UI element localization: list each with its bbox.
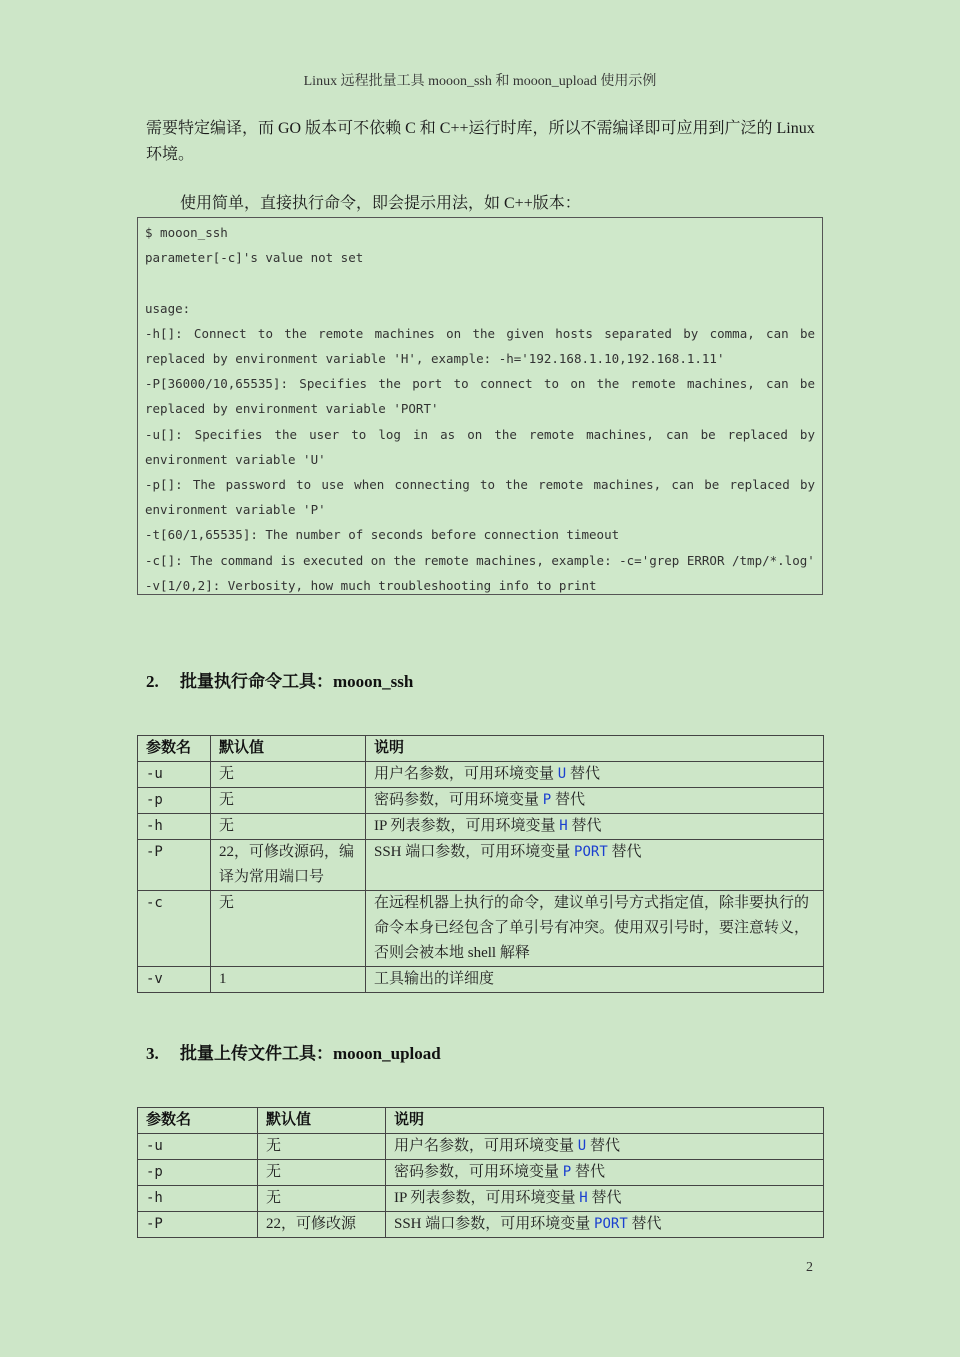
desc-text: 密码参数，可用环境变量 xyxy=(374,792,543,808)
code-line: -p[]: The password to use when connecting to the remote machines, can be replaced by environment variable 'P' xyxy=(145,476,815,518)
param-cell: -c xyxy=(138,891,211,967)
default-cell: 无 xyxy=(258,1134,386,1160)
section-title: 批量执行命令工具：mooon_ssh xyxy=(180,672,414,691)
table-header-row xyxy=(138,736,824,762)
desc-cell xyxy=(386,1160,824,1186)
desc-cell xyxy=(366,788,824,814)
table-row xyxy=(138,840,824,891)
header-desc: 说明 xyxy=(366,736,824,762)
desc-text: SSH 端口参数，可用环境变量 xyxy=(374,844,575,860)
default-cell: 无 xyxy=(211,762,366,788)
table-row xyxy=(138,1212,824,1238)
default-cell: 22，可修改源 xyxy=(258,1212,386,1238)
table-row xyxy=(138,967,824,993)
desc-text: 替代 xyxy=(627,1216,662,1232)
desc-text: IP 列表参数，可用环境变量 xyxy=(374,818,560,834)
code-line: $ mooon_ssh xyxy=(145,225,228,240)
param-cell: -h xyxy=(138,1186,258,1212)
desc-cell xyxy=(366,762,824,788)
desc-cell xyxy=(386,1134,824,1160)
section-number: 3. xyxy=(146,1044,159,1063)
env-var: H xyxy=(559,818,568,834)
desc-cell xyxy=(366,814,824,840)
param-cell: -u xyxy=(138,1134,258,1160)
code-block xyxy=(137,217,823,595)
desc-text: 替代 xyxy=(551,792,585,808)
default-cell: 22，可修改源码，编译为常用端口号 xyxy=(211,840,366,891)
section-2-heading xyxy=(146,667,413,692)
default-cell: 无 xyxy=(211,788,366,814)
desc-text: 替代 xyxy=(587,1190,622,1206)
code-line: -v[1/0,2]: Verbosity, how much troubleshooting info to print xyxy=(145,577,597,593)
env-var: H xyxy=(579,1190,588,1206)
default-cell: 无 xyxy=(258,1186,386,1212)
desc-text: 用户名参数，可用环境变量 xyxy=(394,1138,578,1154)
env-var: U xyxy=(577,1138,587,1154)
desc-text: 替代 xyxy=(586,1138,620,1154)
code-line: -P[36000/10,65535]: Specifies the port to connect to on the remote machines, can be replaced by environment variable 'PORT' xyxy=(145,376,815,417)
desc-cell xyxy=(366,891,824,967)
header-param: 参数名 xyxy=(138,736,211,762)
page-header: Linux 远程批量工具 mooon_ssh 和 mooon_upload 使用示例 xyxy=(303,74,657,89)
section-3-heading xyxy=(146,1039,441,1064)
desc-text: 用户名参数，可用环境变量 xyxy=(374,766,558,782)
param-cell: -P xyxy=(138,1212,258,1238)
param-cell: -v xyxy=(138,967,211,993)
header-default: 默认值 xyxy=(258,1108,386,1134)
env-var: U xyxy=(557,766,567,782)
desc-text: IP 列表参数，可用环境变量 xyxy=(394,1190,580,1206)
default-cell: 1 xyxy=(211,967,366,993)
code-line: usage: xyxy=(145,300,191,316)
mooon-ssh-params-table xyxy=(137,735,824,993)
table-row xyxy=(138,1186,824,1212)
mooon-upload-params-table xyxy=(137,1107,824,1238)
desc-cell xyxy=(366,967,824,993)
param-cell: -p xyxy=(138,788,211,814)
param-cell: -u xyxy=(138,762,211,788)
env-var: P xyxy=(562,1164,572,1180)
table-row xyxy=(138,788,824,814)
table-row xyxy=(138,814,824,840)
code-line xyxy=(145,270,815,295)
default-cell: 无 xyxy=(211,814,366,840)
param-cell: -p xyxy=(138,1160,258,1186)
table-row xyxy=(138,762,824,788)
table-row xyxy=(138,1134,824,1160)
code-line: -c[]: The command is executed on the remote machines, example: -c='grep ERROR /tmp/*.log' xyxy=(145,552,815,568)
desc-text: 替代 xyxy=(571,1164,605,1180)
desc-text: 在远程机器上执行的命令，建议单引号方式指定值，除非要执行的命令本身已经包含了单引号有冲突。使用双引号时，要注意转义，否则会被本地 shell 解释 xyxy=(374,895,810,961)
table-header-row xyxy=(138,1108,824,1134)
env-var: PORT xyxy=(574,844,608,860)
page-number: 2 xyxy=(806,1260,813,1275)
header-desc: 说明 xyxy=(386,1108,824,1134)
desc-text: 密码参数，可用环境变量 xyxy=(394,1164,563,1180)
table-row xyxy=(138,891,824,967)
env-var: P xyxy=(542,792,552,808)
desc-cell xyxy=(366,840,824,891)
desc-text: 替代 xyxy=(607,844,642,860)
code-line: parameter[-c]'s value not set xyxy=(145,250,364,266)
header-default: 默认值 xyxy=(211,736,366,762)
code-line: -t[60/1,65535]: The number of seconds before connection timeout xyxy=(145,527,620,543)
table-row xyxy=(138,1160,824,1186)
param-cell: -P xyxy=(138,840,211,891)
desc-text: 工具输出的详细度 xyxy=(374,971,495,987)
param-cell: -h xyxy=(138,814,211,840)
desc-text: 替代 xyxy=(567,818,602,834)
section-number: 2. xyxy=(146,672,159,691)
default-cell: 无 xyxy=(258,1160,386,1186)
default-cell: 无 xyxy=(211,891,366,967)
env-var: PORT xyxy=(594,1216,628,1232)
code-line: -u[]: Specifies the user to log in as on the remote machines, can be replaced by environment variable 'U' xyxy=(145,426,815,467)
desc-cell xyxy=(386,1186,824,1212)
code-line: -h[]: Connect to the remote machines on the given hosts separated by comma, can be replaced by environment variable 'H', example: -h='192.168.1.10,192.168.1.11' xyxy=(145,325,815,366)
section-title: 批量上传文件工具：mooon_upload xyxy=(180,1044,441,1063)
header-param: 参数名 xyxy=(138,1108,258,1134)
desc-text: 替代 xyxy=(566,766,600,782)
desc-text: SSH 端口参数，可用环境变量 xyxy=(394,1216,595,1232)
desc-cell xyxy=(386,1212,824,1238)
intro-paragraph-1: 需要特定编译，而 GO 版本可不依赖 C 和 C++运行时库，所以不需编译即可应用到广泛的 Linux 环境。 xyxy=(146,120,815,163)
intro-paragraph-2: 使用简单，直接执行命令，即会提示用法，如 C++版本： xyxy=(180,195,581,212)
